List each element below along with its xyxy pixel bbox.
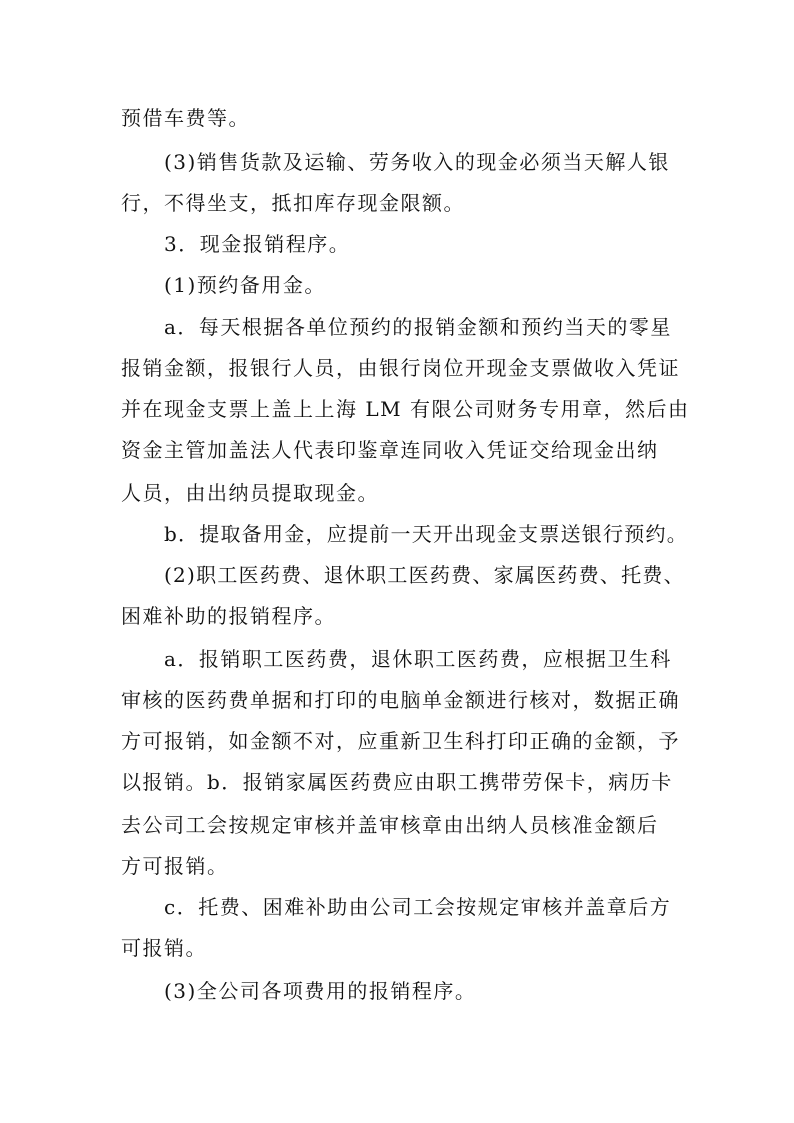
text-line: 可报销。: [121, 936, 207, 960]
text-line: 3．现金报销程序。: [164, 232, 351, 256]
text-line: (1)预约备用金。: [164, 273, 326, 297]
text-line: a．每天根据各单位预约的报销金额和预约当天的零星: [164, 315, 672, 339]
text-line: 方可报销，如金额不对，应重新卫生科打印正确的金额，予: [121, 729, 680, 753]
text-line: (3)销售货款及运输、劳务收入的现金必须当天解人银: [164, 150, 670, 174]
text-line: 并在现金支票上盖上上海 LM 有限公司财务专用章，然后由: [121, 397, 690, 421]
text-line: (3)全公司各项费用的报销程序。: [164, 979, 477, 1003]
text-line: 预借车费等。: [121, 106, 250, 130]
text-line: 以报销。b．报销家属医药费应由职工携带劳保卡，病历卡: [121, 770, 673, 794]
text-line: b．提取备用金，应提前一天开出现金支票送银行预约。: [164, 522, 689, 546]
text-line: 行，不得坐支，抵扣库存现金限额。: [121, 191, 465, 215]
text-line: 报销金额，报银行人员，由银行岗位开现金支票做收入凭证: [121, 356, 680, 380]
text-line: 去公司工会按规定审核并盖审核章由出纳人员核准金额后: [121, 813, 659, 837]
text-line: a．报销职工医药费，退休职工医药费，应根据卫生科: [164, 647, 672, 671]
text-line: 审核的医药费单据和打印的电脑单金额进行核对，数据正确: [121, 688, 680, 712]
text-line: (2)职工医药费、退休职工医药费、家属医药费、托费、: [164, 563, 685, 587]
text-line: 困难补助的报销程序。: [121, 604, 336, 628]
text-line: 资金主管加盖法人代表印鉴章连同收入凭证交给现金出纳: [121, 438, 659, 462]
text-line: 人员，由出纳员提取现金。: [121, 481, 379, 505]
text-line: c．托费、困难补助由公司工会按规定审核并盖章后方: [164, 895, 672, 919]
text-line: 方可报销。: [121, 854, 229, 878]
